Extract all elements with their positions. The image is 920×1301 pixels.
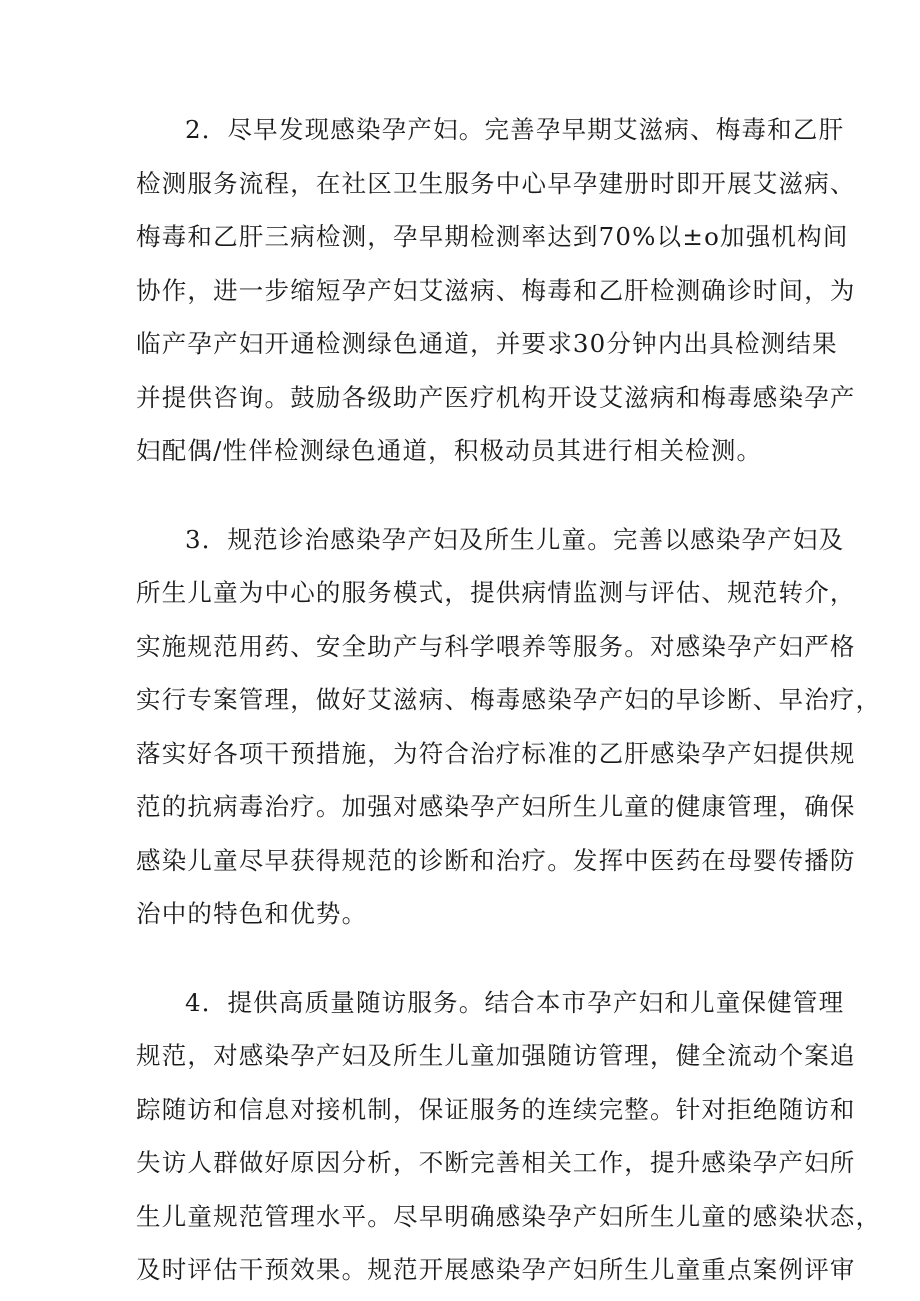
- text-line: 临产孕产妇开通检测绿色通道，并要求30分钟内出具检测结果: [136, 329, 838, 358]
- text-line: 4．提供高质量随访服务。结合本市孕产妇和儿童保健管理: [185, 987, 845, 1017]
- text-line: 落实好各项干预措施，为符合治疗标准的乙肝感染孕产妇提供规: [136, 738, 856, 768]
- text-line: 实施规范用药、安全助产与科学喂养等服务。对感染孕产妇严格: [136, 631, 856, 661]
- text-line: 实行专案管理，做好艾滋病、梅毒感染孕产妇的早诊断、早治疗，: [136, 685, 882, 714]
- paragraph-standard-treatment: [0, 513, 920, 941]
- paragraph-body: [136, 513, 882, 941]
- text-line: 梅毒和乙肝三病检测，孕早期检测率达到70%以±o加强机构间: [136, 222, 849, 251]
- text-line: 妇配偶/性伴检测绿色通道，积极动员其进行相关检测。: [136, 436, 763, 465]
- text-line: 及时评估干预效果。规范开展感染孕产妇所生儿童重点案例评审: [136, 1255, 856, 1284]
- paragraph-body: [136, 103, 856, 478]
- text-line: 感染儿童尽早获得规范的诊断和治疗。发挥中医药在母婴传播防: [136, 845, 856, 875]
- paragraph-spacer: [0, 478, 920, 513]
- text-line: 所生儿童为中心的服务模式，提供病情监测与评估、规范转介，: [136, 578, 856, 607]
- text-line: 检测服务流程，在社区卫生服务中心早孕建册时即开展艾滋病、: [136, 168, 856, 198]
- text-line: 踪随访和信息对接机制，保证服务的连续完整。针对拒绝随访和: [136, 1094, 856, 1124]
- paragraph-body: [136, 976, 882, 1297]
- paragraph-early-detection: [0, 103, 920, 478]
- paragraph-spacer: [0, 941, 920, 976]
- paragraph-follow-up-service: [0, 976, 920, 1297]
- text-line: 失访人群做好原因分析，不断完善相关工作，提升感染孕产妇所: [136, 1148, 856, 1177]
- text-line: 协作，进一步缩短孕产妇艾滋病、梅毒和乙肝检测确诊时间，为: [136, 275, 856, 305]
- text-line: 范的抗病毒治疗。加强对感染孕产妇所生儿童的健康管理，确保: [136, 792, 856, 821]
- text-line: 3．规范诊治感染孕产妇及所生儿童。完善以感染孕产妇及: [185, 524, 845, 554]
- text-line: 治中的特色和优势。: [136, 899, 368, 928]
- text-line: 并提供咨询。鼓励各级助产医疗机构开设艾滋病和梅毒感染孕产: [136, 382, 856, 412]
- text-line: 2．尽早发现感染孕产妇。完善孕早期艾滋病、梅毒和乙肝: [185, 115, 845, 144]
- text-line: 生儿童规范管理水平。尽早明确感染孕产妇所生儿童的感染状态，: [136, 1201, 882, 1231]
- text-line: 规范，对感染孕产妇及所生儿童加强随访管理，健全流动个案追: [136, 1041, 856, 1070]
